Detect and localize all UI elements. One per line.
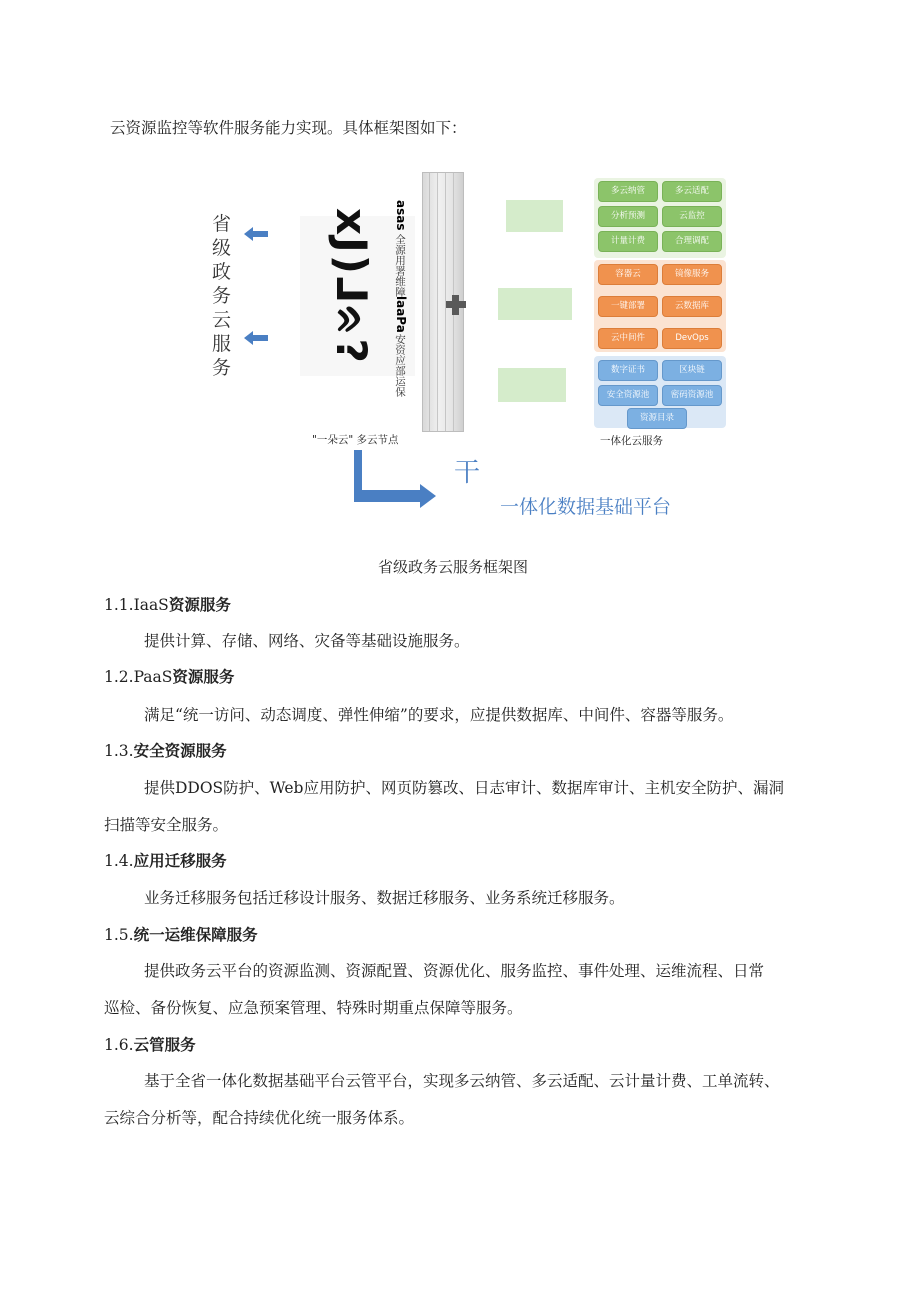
- intro-text: 云资源监控等软件服务能力实现。具体框架图如下：: [110, 119, 467, 137]
- paragraph-1-4: 业务迁移服务包括迁移设计服务、数据迁移服务、业务系统迁移服务。: [144, 889, 625, 907]
- garbled-text: xJ)⅃ᨑ?: [327, 208, 376, 365]
- green-block: [506, 200, 563, 232]
- heading-1-2: 1.2.PaaS资源服务: [104, 668, 235, 686]
- paragraph-1-6-line1: 基于全省一体化数据基础平台云管平台，实现多云纳管、多云适配、云计量计费、工单流转、: [144, 1072, 780, 1090]
- gan-char: 干: [454, 458, 481, 488]
- paragraph-1-3-line2: 扫描等安全服务。: [104, 816, 229, 834]
- paragraph-1-1: 提供计算、存储、网络、灾备等基础设施服务。: [144, 632, 470, 650]
- column-mid: 全源用署维障: [394, 234, 406, 297]
- framework-diagram: [200, 168, 730, 520]
- chip-container: 容器云: [598, 264, 658, 285]
- chip-cloud-monitor: 云监控: [662, 206, 722, 227]
- chip-catalog: 资源目录: [627, 408, 687, 429]
- chip-cert: 数字证书: [598, 360, 658, 381]
- column-asas: asas: [394, 200, 408, 231]
- heading-1-5: 1.5.统一运维保障服务: [104, 926, 258, 944]
- l-arrow-icon: [350, 448, 440, 508]
- heading-1-6: 1.6.云管服务: [104, 1036, 196, 1054]
- chip-one-click: 一键部署: [598, 296, 658, 317]
- green-block: [498, 288, 572, 320]
- figure-caption: 省级政务云服务框架图: [378, 558, 529, 576]
- chip-image: 镜像服务: [662, 264, 722, 285]
- column-bottom: 安资应部运保: [394, 334, 406, 397]
- paragraph-1-5-line2: 巡检、备份恢复、应急预案管理、特殊时期重点保障等服务。: [104, 999, 523, 1017]
- chip-blockchain: 区块链: [662, 360, 722, 381]
- paragraph-1-2: 满足“统一访问、动态调度、弹性伸缩”的要求，应提供数据库、中间件、容器等服务。: [144, 706, 734, 724]
- paragraph-1-5-line1: 提供政务云平台的资源监测、资源配置、资源优化、服务监控、事件处理、运维流程、日常: [144, 962, 765, 980]
- integrated-service-label: 一体化云服务: [600, 435, 663, 447]
- platform-label: 一体化数据基础平台: [500, 496, 672, 518]
- heading-1-3: 1.3.安全资源服务: [104, 742, 227, 760]
- paragraph-1-6-line2: 云综合分析等，配合持续优化统一服务体系。: [104, 1109, 415, 1127]
- chip-analysis: 分析预测: [598, 206, 658, 227]
- chip-devops: DevOps: [662, 328, 722, 349]
- chip-middleware: 云中间件: [598, 328, 658, 349]
- heading-1-4: 1.4.应用迁移服务: [104, 852, 227, 870]
- cloud-node-label: "一朵云" 多云节点: [312, 434, 399, 446]
- chip-multi-cloud-adapt: 多云适配: [662, 181, 722, 202]
- left-arrow-icon: [244, 330, 272, 346]
- diagram-left-title: 省级政务云服务: [212, 213, 232, 379]
- chip-cloud-db: 云数据库: [662, 296, 722, 317]
- green-block: [498, 368, 566, 402]
- chip-security-pool: 安全资源池: [598, 385, 658, 406]
- left-arrow-icon: [244, 226, 272, 242]
- chip-multi-cloud-manage: 多云纳管: [598, 181, 658, 202]
- heading-1-1: 1.1.IaaS资源服务: [104, 596, 231, 614]
- paragraph-1-3-line1: 提供DDOS防护、Web应用防护、网页防篡改、日志审计、数据库审计、主机安全防护、漏洞: [144, 779, 784, 797]
- chip-allocation: 合理调配: [662, 231, 722, 252]
- chip-crypto-pool: 密码资源池: [662, 385, 722, 406]
- chip-metering: 计量计费: [598, 231, 658, 252]
- column-iaapa: laaPa: [394, 296, 408, 333]
